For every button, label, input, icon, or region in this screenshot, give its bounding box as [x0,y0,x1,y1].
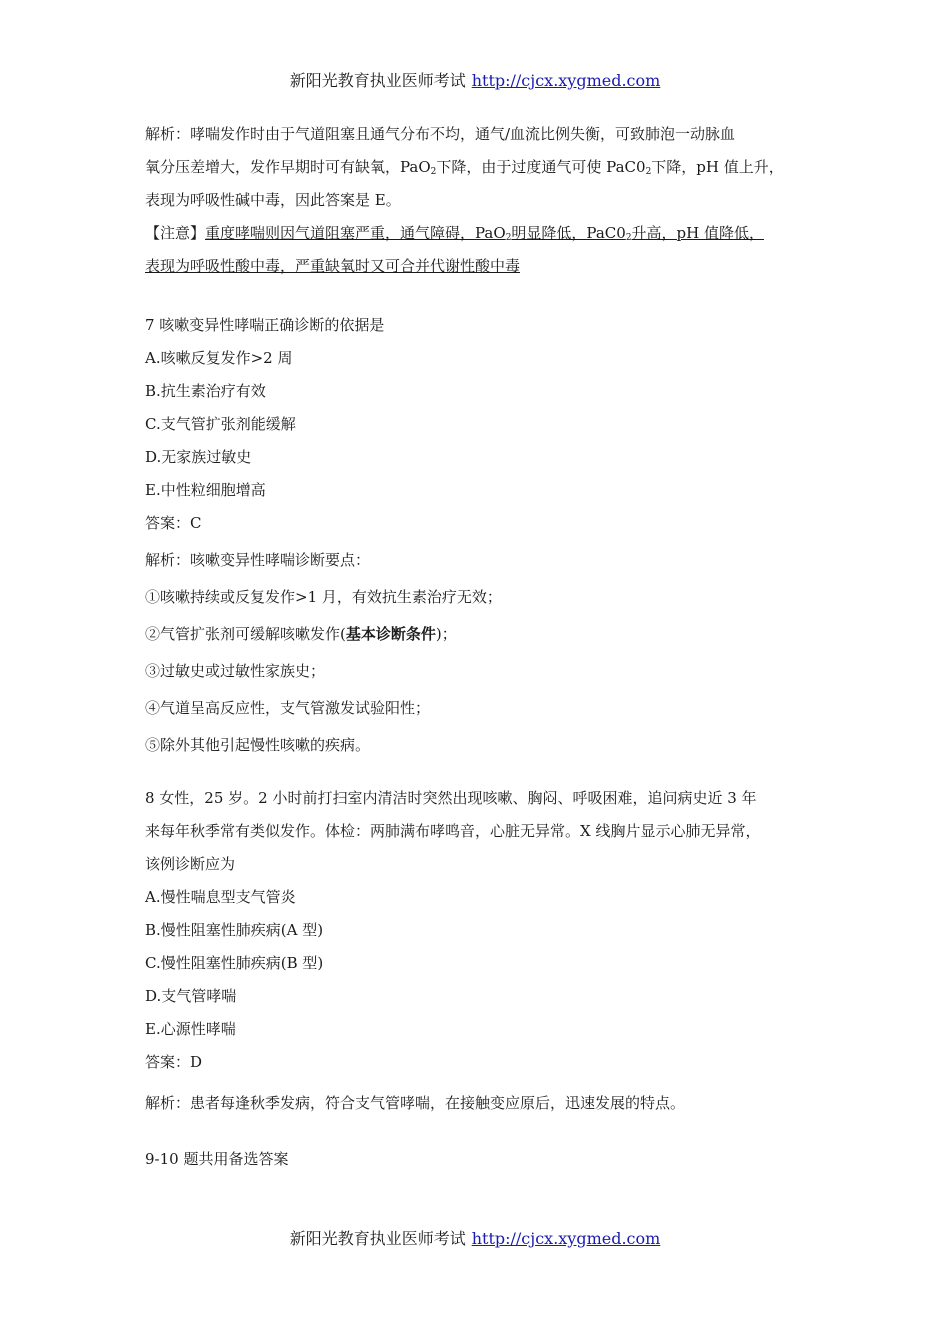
q7-option-c: C.支气管扩张剂能缓解 [145,415,296,433]
q7-option-d: D.无家族过敏史 [145,448,252,466]
q7-point-2: ②气管扩张剂可缓解咳嗽发作(基本诊断条件)； [145,625,457,643]
q8-option-d: D.支气管哮喘 [145,987,237,1005]
q8-option-e: E.心源性哮喘 [145,1020,236,1038]
footer-title: 新阳光教育执业医师考试 [289,1229,466,1248]
q6-note-line-1: 【注意】重度哮喘则因气道阻塞严重，通气障碍，PaO$_2$明显降低，$PaC0_2$升高，pH 值降低， [145,224,764,243]
q9-10-title: 9-10 题共用备选答案 [145,1150,289,1168]
q8-question-line-3: 该例诊断应为 [145,855,236,873]
q7-point-5: ⑤除外其他引起慢性咳嗽的疾病。 [145,736,371,754]
header-title: 新阳光教育执业医师考试 [289,71,466,90]
q7-option-a: A.咳嗽反复发作>2 周 [145,349,293,367]
footer-link[interactable]: http://cjcx.xygmed.com [471,1229,661,1248]
q7-point-4: ④气道呈高反应性，支气管激发试验阳性； [145,699,431,717]
document-body [145,118,807,1176]
q7-answer: 答案：C [145,514,202,532]
q8-analysis: 解析：患者每逢秋季发病，符合支气管哮喘，在接触变应原后，迅速发展的特点。 [145,1094,686,1112]
q8-answer: 答案：D [145,1053,203,1071]
header-link[interactable]: http://cjcx.xygmed.com [471,71,661,90]
q8-option-b: B.慢性阻塞性肺疾病(A 型) [145,921,324,939]
q8-option-a: A.慢性喘息型支气管炎 [145,888,296,906]
q8-option-c: C.慢性阻塞性肺疾病(B 型) [145,954,324,972]
q6-analysis-line-2: 氧分压差增大，发作早期时可有缺氧，PaO$_2$下降，由于过度通气可使 $PaC0_2$下降，pH 值上升， [145,158,784,177]
q7-point-1: ①咳嗽持续或反复发作>1 月，有效抗生素治疗无效； [145,588,502,606]
q6-note-line-2: 表现为呼吸性酸中毒，严重缺氧时又可合并代谢性酸中毒 [145,257,521,275]
q7-analysis-title: 解析：咳嗽变异性哮喘诊断要点： [145,551,371,569]
page-header [0,68,950,91]
q7-option-b: B.抗生素治疗有效 [145,382,266,400]
q7-question: 7 咳嗽变异性哮喘正确诊断的依据是 [145,316,385,334]
q7-option-e: E.中性粒细胞增高 [145,481,266,499]
q6-analysis-line-1: 解析：哮喘发作时由于气道阻塞且通气分布不均，通气/血流比例失衡，可致肺泡一动脉血 [145,125,736,143]
q7-point-3: ③过敏史或过敏性家族史； [145,662,326,680]
q8-question-line-1: 8 女性，25 岁。2 小时前打扫室内清洁时突然出现咳嗽、胸闷、呼吸困难，追问病史近 3 年 [145,789,757,807]
note-label: 【注意】 [145,224,206,242]
page-footer [0,1226,950,1249]
q8-question-line-2: 来每年秋季常有类似发作。体检：两肺满布哮鸣音，心脏无异常。X 线胸片显示心肺无异常， [145,822,761,840]
q6-analysis-line-3: 表现为呼吸性碱中毒，因此答案是 E。 [145,191,401,209]
